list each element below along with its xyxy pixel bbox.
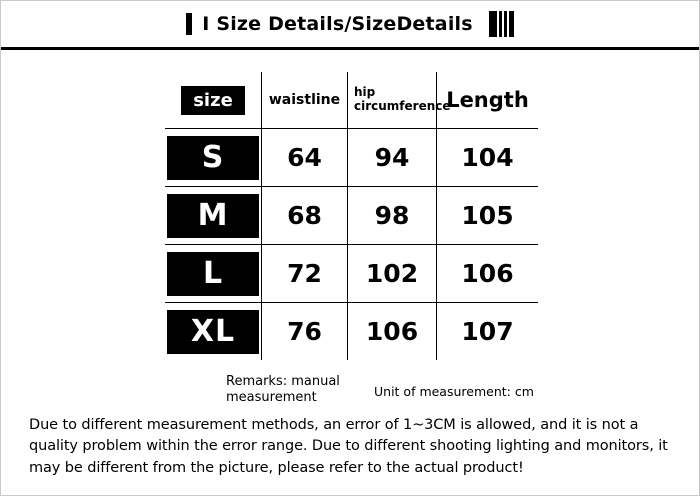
cell-waistline [262, 245, 348, 303]
cell-waistline [262, 187, 348, 245]
size-badge: L [167, 252, 259, 296]
cell-length [437, 129, 539, 187]
remark-text: Remarks: manual measurement [226, 374, 340, 406]
cell-hip [348, 245, 437, 303]
cell-size [165, 187, 262, 245]
header-size-label: size [181, 86, 245, 115]
waistline-value: 76 [287, 317, 322, 346]
waistline-value: 68 [287, 201, 322, 230]
length-value: 107 [461, 317, 514, 346]
length-value: 105 [461, 201, 514, 230]
hip-value: 106 [365, 317, 419, 346]
length-value: 106 [461, 259, 514, 288]
page-header [1, 1, 699, 47]
disclaimer-text: Due to different measurement methods, an error of 1~3CM is allowed, and it is not a quality problem within the error range. Due to different shooting lighting and monitors, it may be different from the picture, please refer to the actual product! [29, 416, 668, 476]
header-cell-hip [348, 72, 451, 129]
page-title: I Size Details/SizeDetails [202, 13, 473, 35]
title-accent-bar [186, 13, 192, 35]
table-header-row [165, 72, 538, 129]
header-cell-length [437, 72, 539, 129]
unit-text: Unit of measurement: cm [374, 384, 534, 399]
header-divider [1, 47, 699, 50]
length-value: 104 [461, 143, 514, 172]
barcode-icon [489, 11, 514, 37]
cell-length [437, 303, 539, 361]
notes-row [1, 374, 699, 407]
hip-value: 102 [365, 259, 419, 288]
size-badge: M [167, 194, 259, 238]
table-row [165, 245, 538, 303]
table-row [165, 129, 538, 187]
header-inner [186, 11, 514, 37]
header-hip-circumference-label: circumference [354, 99, 451, 113]
cell-size [165, 129, 262, 187]
cell-waistline [262, 303, 348, 361]
size-table [165, 72, 538, 360]
waistline-value: 72 [287, 259, 322, 288]
hip-value: 94 [374, 143, 410, 172]
header-waistline-label: waistline [268, 91, 341, 108]
header-length-label: Length [446, 87, 529, 112]
size-badge: XL [167, 310, 259, 354]
hip-value: 98 [374, 201, 410, 230]
table-row [165, 303, 538, 361]
cell-hip [348, 187, 437, 245]
cell-waistline [262, 129, 348, 187]
cell-hip [348, 303, 437, 361]
size-table-wrapper [165, 72, 535, 360]
header-cell-size [165, 72, 262, 129]
header-cell-waistline [262, 72, 348, 129]
cell-size [165, 303, 262, 361]
table-row [165, 187, 538, 245]
cell-length [437, 187, 539, 245]
cell-hip [348, 129, 437, 187]
size-badge: S [167, 136, 259, 180]
header-hip-label: hip [354, 85, 376, 100]
cell-size [165, 245, 262, 303]
waistline-value: 64 [287, 143, 322, 172]
cell-length [437, 245, 539, 303]
